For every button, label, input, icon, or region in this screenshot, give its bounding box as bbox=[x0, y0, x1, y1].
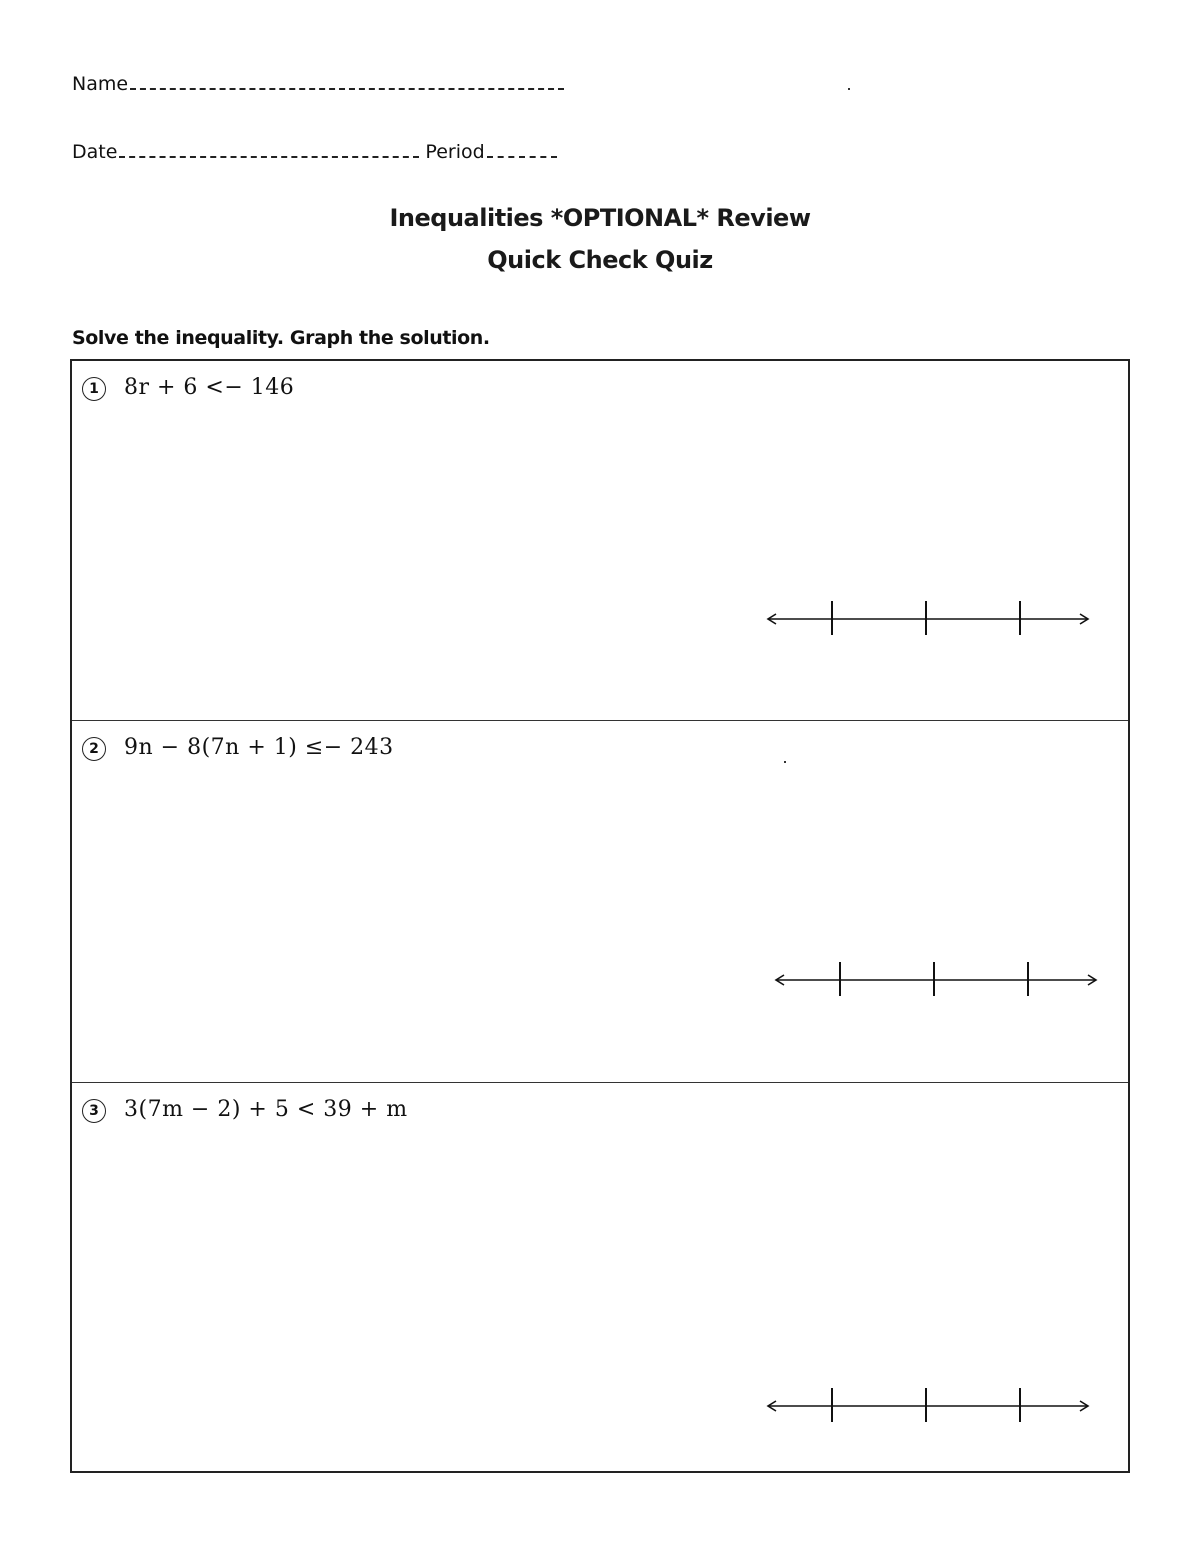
stray-mark bbox=[848, 88, 850, 90]
number-line[interactable] bbox=[772, 960, 1112, 1000]
problem-expression: 9n − 8(7n + 1) ≤− 243 bbox=[124, 735, 394, 760]
date-period-row bbox=[72, 138, 557, 163]
instructions: Solve the inequality. Graph the solution. bbox=[72, 327, 490, 349]
name-field[interactable] bbox=[72, 70, 564, 95]
problem-expression: 8r + 6 <− 146 bbox=[124, 375, 295, 400]
name-label: Name bbox=[72, 73, 129, 95]
problem-3[interactable] bbox=[72, 1083, 1128, 1473]
problem-1[interactable] bbox=[72, 361, 1128, 721]
worksheet-title: Inequalities *OPTIONAL* Review bbox=[389, 204, 811, 232]
stray-mark bbox=[784, 761, 786, 763]
problem-number: 3 bbox=[82, 1099, 106, 1123]
problem-number: 1 bbox=[82, 377, 106, 401]
problem-2[interactable] bbox=[72, 721, 1128, 1083]
date-label: Date bbox=[72, 141, 118, 163]
name-blank[interactable] bbox=[130, 70, 564, 90]
number-line[interactable] bbox=[764, 599, 1104, 639]
problem-number: 2 bbox=[82, 737, 106, 761]
period-blank[interactable] bbox=[487, 138, 557, 158]
problem-expression: 3(7m − 2) + 5 < 39 + m bbox=[124, 1097, 408, 1122]
period-label: Period bbox=[425, 141, 485, 163]
worksheet-subtitle: Quick Check Quiz bbox=[487, 246, 713, 274]
number-line[interactable] bbox=[764, 1386, 1104, 1426]
date-blank[interactable] bbox=[119, 138, 419, 158]
problems-box bbox=[70, 359, 1130, 1473]
